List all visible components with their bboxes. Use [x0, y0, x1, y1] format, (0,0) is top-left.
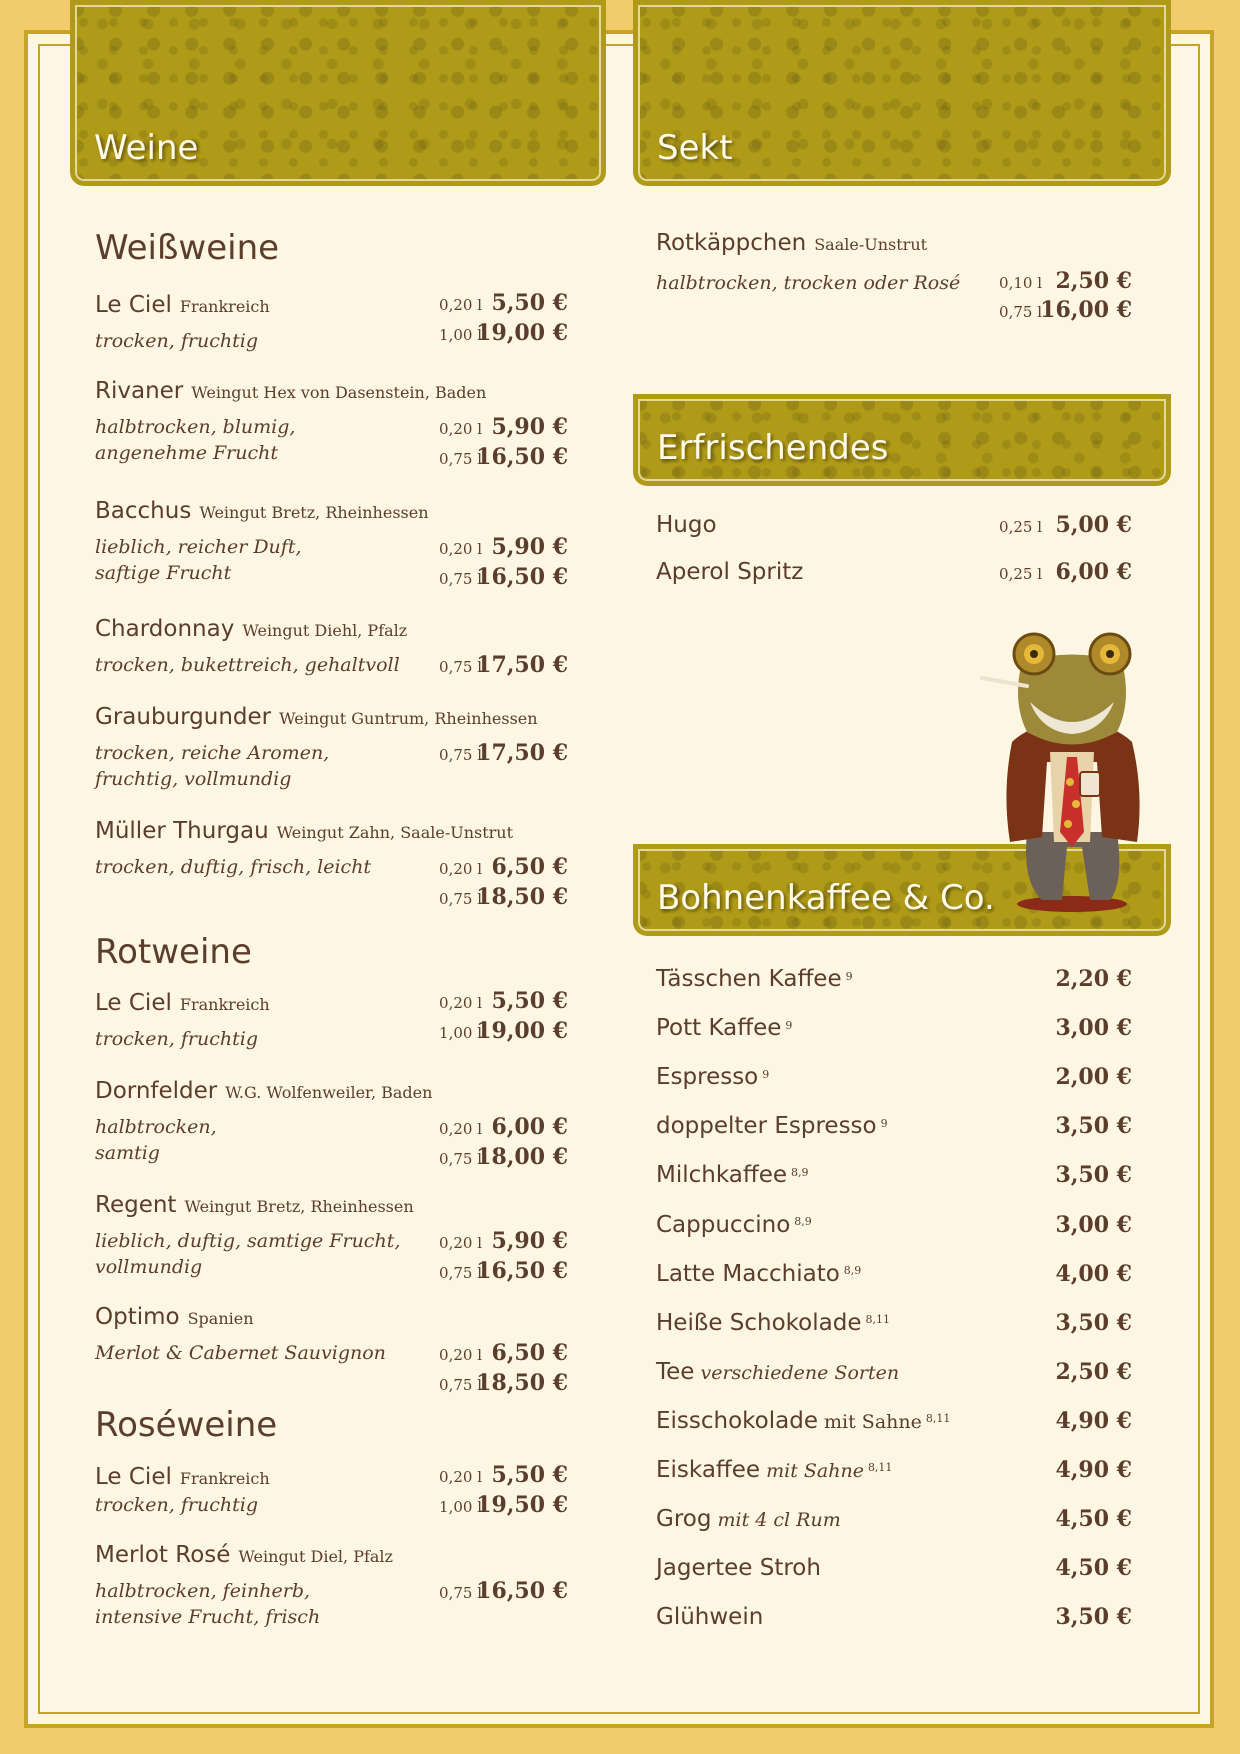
price-amount: 19,50 €: [476, 1492, 568, 1518]
price-amount: 2,50 €: [1055, 1358, 1132, 1385]
coffee-row: [656, 1212, 812, 1238]
price-amount: 18,50 €: [476, 1370, 568, 1396]
price-amount: 6,00 €: [491, 1114, 568, 1140]
coffee-name: Espresso: [656, 1064, 759, 1091]
coffee-row: [656, 1064, 769, 1090]
wine-description: intensive Frucht, frisch: [95, 1606, 321, 1628]
price-volume: 1,00 l: [439, 1024, 482, 1042]
banner-weine: [70, 0, 606, 186]
price-volume: 0,20 l: [439, 540, 482, 558]
wine-origin: Frankreich: [179, 995, 270, 1014]
wine-description: halbtrocken, feinherb,: [95, 1580, 311, 1602]
wine-description: trocken, duftig, frisch, leicht: [95, 856, 372, 878]
price-volume: 0,75 l: [439, 450, 482, 468]
wine-description: samtig: [95, 1142, 160, 1164]
price-volume: 0,75 l: [439, 570, 482, 588]
wine-origin: Frankreich: [179, 1469, 270, 1488]
price-volume: 0,20 l: [439, 1346, 482, 1364]
coffee-name: Latte Macchiato: [656, 1260, 840, 1287]
wine-origin: Weingut Guntrum, Rheinhessen: [279, 709, 538, 728]
allergen-note: 8,11: [865, 1313, 890, 1327]
price-amount: 16,00 €: [1040, 297, 1132, 323]
sekt-name-row: [656, 230, 927, 256]
wine-description: lieblich, duftig, samtige Frucht,: [95, 1230, 401, 1252]
price-amount: 6,50 €: [491, 854, 568, 880]
price-amount: 6,00 €: [1055, 559, 1132, 585]
wine-description: Merlot & Cabernet Sauvignon: [95, 1342, 386, 1364]
wine-description: saftige Frucht: [95, 562, 232, 584]
price-volume: 0,75 l: [999, 303, 1042, 321]
coffee-extra: mit Sahne: [760, 1460, 864, 1482]
coffee-row: [656, 1113, 888, 1139]
price-volume: 0,20 l: [439, 1468, 482, 1486]
coffee-extra: mit 4 cl Rum: [711, 1509, 841, 1532]
wine-origin: Weingut Zahn, Saale-Unstrut: [276, 823, 514, 842]
sekt-name: Rotkäppchen: [656, 230, 807, 256]
wine-name: Rivaner: [95, 378, 184, 404]
price-volume: 0,20 l: [439, 1120, 482, 1138]
banner-title-weine: Weine: [94, 128, 199, 168]
price-amount: 2,00 €: [1055, 1064, 1132, 1091]
wine-name-row: [95, 378, 486, 404]
price-amount: 3,50 €: [1055, 1162, 1132, 1189]
price-amount: 16,50 €: [476, 1258, 568, 1284]
wine-name: Le Ciel: [95, 990, 172, 1016]
price-volume: 0,75 l: [439, 658, 482, 676]
section-title-weissweine: Weißweine: [95, 228, 280, 268]
price-volume: 0,10 l: [999, 274, 1042, 292]
wine-name: Regent: [95, 1192, 177, 1218]
wine-description: trocken, reiche Aromen,: [95, 742, 330, 764]
allergen-note: 8,11: [867, 1460, 893, 1474]
price-volume: 0,20 l: [439, 1234, 482, 1252]
price-amount: 6,50 €: [491, 1340, 568, 1366]
wine-name-row: [95, 616, 407, 642]
price-volume: 1,00 l: [439, 326, 482, 344]
price-volume: 0,75 l: [439, 890, 482, 908]
wine-description: trocken, fruchtig: [95, 330, 258, 352]
wine-origin: Weingut Bretz, Rheinhessen: [184, 1197, 414, 1216]
price-amount: 3,00 €: [1055, 1015, 1132, 1042]
price-amount: 4,50 €: [1055, 1555, 1132, 1582]
price-amount: 16,50 €: [476, 444, 568, 470]
wine-description: lieblich, reicher Duft,: [95, 536, 302, 558]
coffee-row: [656, 1604, 763, 1630]
coffee-name: Pott Kaffee: [656, 1015, 782, 1042]
allergen-note: 9: [845, 969, 853, 983]
banner-title-erfrischendes: Erfrischendes: [657, 428, 889, 468]
wine-name-row: [95, 292, 270, 318]
wine-name-row: [95, 1464, 270, 1490]
coffee-row: [656, 1408, 950, 1434]
wine-name: Merlot Rosé: [95, 1542, 231, 1568]
price-amount: 3,00 €: [1055, 1211, 1132, 1238]
coffee-name: Heiße Schokolade: [656, 1309, 862, 1336]
price-amount: 4,50 €: [1055, 1506, 1132, 1533]
wine-name: Le Ciel: [95, 1464, 172, 1490]
coffee-name: Eiskaffee: [656, 1457, 761, 1483]
wine-name-row: [95, 498, 429, 524]
wine-description: vollmundig: [95, 1256, 203, 1278]
wine-description: trocken, bukettreich, gehaltvoll: [95, 654, 400, 676]
frog-with-coffee-cup-icon: [972, 632, 1172, 917]
wine-origin: Weingut Diel, Pfalz: [238, 1547, 393, 1566]
wine-name-row: [95, 1078, 432, 1104]
price-volume: 0,75 l: [439, 1264, 482, 1282]
price-amount: 5,50 €: [491, 1462, 568, 1488]
coffee-extra: verschiedene Sorten: [694, 1361, 900, 1384]
price-amount: 17,50 €: [476, 652, 568, 678]
allergen-note: 8,9: [794, 1215, 812, 1229]
price-amount: 3,50 €: [1055, 1604, 1132, 1631]
wine-description: halbtrocken,: [95, 1116, 217, 1138]
banner-sekt: [633, 0, 1171, 186]
coffee-name: doppelter Espresso: [656, 1113, 877, 1140]
coffee-name: Eisschokolade: [656, 1407, 818, 1434]
coffee-name: Glühwein: [656, 1604, 764, 1631]
wine-description: trocken, fruchtig: [95, 1494, 258, 1516]
price-amount: 3,50 €: [1055, 1113, 1132, 1140]
price-volume: 0,20 l: [439, 860, 482, 878]
sekt-description: halbtrocken, trocken oder Rosé: [656, 272, 961, 294]
coffee-row: [656, 1162, 809, 1188]
coffee-row: [656, 1506, 841, 1532]
banner-erfrischendes: [633, 394, 1171, 486]
wine-name-row: [95, 1192, 414, 1218]
price-amount: 18,00 €: [476, 1144, 568, 1170]
wine-description: halbtrocken, blumig,: [95, 416, 296, 438]
wine-name-row: [95, 1542, 393, 1568]
wine-name: Bacchus: [95, 498, 192, 524]
coffee-row: [656, 966, 853, 992]
wine-description: fruchtig, vollmundig: [95, 768, 292, 790]
drink-name: Hugo: [656, 512, 717, 538]
coffee-row: [656, 1555, 821, 1581]
coffee-name: Jagertee Stroh: [656, 1555, 821, 1582]
banner-title-kaffee: Bohnenkaffee & Co.: [657, 878, 995, 918]
wine-name-row: [95, 704, 538, 730]
wine-name: Chardonnay: [95, 616, 235, 642]
price-amount: 16,50 €: [476, 1578, 568, 1604]
coffee-name: Grog: [656, 1506, 712, 1533]
coffee-extra: mit Sahne: [818, 1410, 922, 1433]
price-volume: 0,75 l: [439, 1376, 482, 1394]
price-amount: 3,50 €: [1055, 1309, 1132, 1336]
price-amount: 19,00 €: [476, 1018, 568, 1044]
price-amount: 5,90 €: [491, 1228, 568, 1254]
price-volume: 0,25 l: [999, 565, 1042, 583]
coffee-name: Milchkaffee: [656, 1162, 788, 1189]
wine-name: Müller Thurgau: [95, 818, 269, 844]
allergen-note: 8,9: [843, 1264, 862, 1278]
allergen-note: 8,9: [791, 1166, 809, 1180]
wine-origin: Spanien: [187, 1309, 254, 1328]
price-amount: 5,90 €: [491, 534, 568, 560]
price-volume: 1,00 l: [439, 1498, 482, 1516]
wine-name-row: [95, 990, 270, 1016]
coffee-row: [656, 1457, 892, 1483]
price-amount: 5,50 €: [491, 290, 568, 316]
coffee-name: Tee: [656, 1358, 695, 1385]
wine-origin: Weingut Diehl, Pfalz: [242, 621, 408, 640]
price-volume: 0,75 l: [439, 1584, 482, 1602]
price-amount: 4,90 €: [1055, 1457, 1132, 1483]
wine-name: Dornfelder: [95, 1078, 218, 1104]
wine-origin: Frankreich: [179, 297, 270, 316]
banner-title-sekt: Sekt: [657, 128, 733, 168]
section-title-rotweine: Rotweine: [95, 932, 252, 972]
wine-origin: Weingut Bretz, Rheinhessen: [199, 503, 429, 522]
wine-name-row: [95, 1304, 254, 1330]
sekt-origin: Saale-Unstrut: [814, 235, 928, 254]
price-amount: 18,50 €: [476, 884, 568, 910]
price-volume: 0,20 l: [439, 994, 482, 1012]
price-volume: 0,25 l: [999, 518, 1042, 536]
price-volume: 0,20 l: [439, 420, 482, 438]
price-amount: 4,90 €: [1055, 1407, 1132, 1434]
allergen-note: 9: [762, 1067, 770, 1081]
wine-origin: Weingut Hex von Dasenstein, Baden: [191, 383, 487, 402]
allergen-note: 8,11: [925, 1411, 951, 1425]
allergen-note: 9: [880, 1116, 888, 1130]
price-amount: 5,50 €: [491, 988, 568, 1014]
coffee-name: Cappuccino: [656, 1211, 791, 1238]
coffee-name: Tässchen Kaffee: [656, 966, 842, 992]
wine-origin: W.G. Wolfenweiler, Baden: [225, 1083, 433, 1102]
price-amount: 5,90 €: [491, 414, 568, 440]
wine-name: Le Ciel: [95, 292, 172, 318]
drink-name: Aperol Spritz: [656, 559, 804, 585]
allergen-note: 9: [785, 1018, 793, 1032]
wine-description: trocken, fruchtig: [95, 1028, 258, 1050]
price-amount: 17,50 €: [476, 740, 568, 766]
coffee-row: [656, 1359, 899, 1385]
coffee-row: [656, 1261, 861, 1287]
price-amount: 2,20 €: [1055, 966, 1132, 992]
section-title-roseweine: Roséweine: [95, 1405, 278, 1445]
coffee-row: [656, 1310, 890, 1336]
price-amount: 16,50 €: [476, 564, 568, 590]
coffee-row: [656, 1015, 792, 1041]
price-amount: 19,00 €: [476, 320, 568, 346]
wine-name: Optimo: [95, 1304, 180, 1330]
price-amount: 4,00 €: [1055, 1260, 1132, 1287]
wine-description: angenehme Frucht: [95, 442, 279, 464]
price-amount: 2,50 €: [1055, 268, 1132, 294]
price-amount: 5,00 €: [1055, 512, 1132, 538]
price-volume: 0,75 l: [439, 746, 482, 764]
wine-name: Grauburgunder: [95, 704, 272, 730]
wine-name-row: [95, 818, 513, 844]
price-volume: 0,20 l: [439, 296, 482, 314]
price-volume: 0,75 l: [439, 1150, 482, 1168]
